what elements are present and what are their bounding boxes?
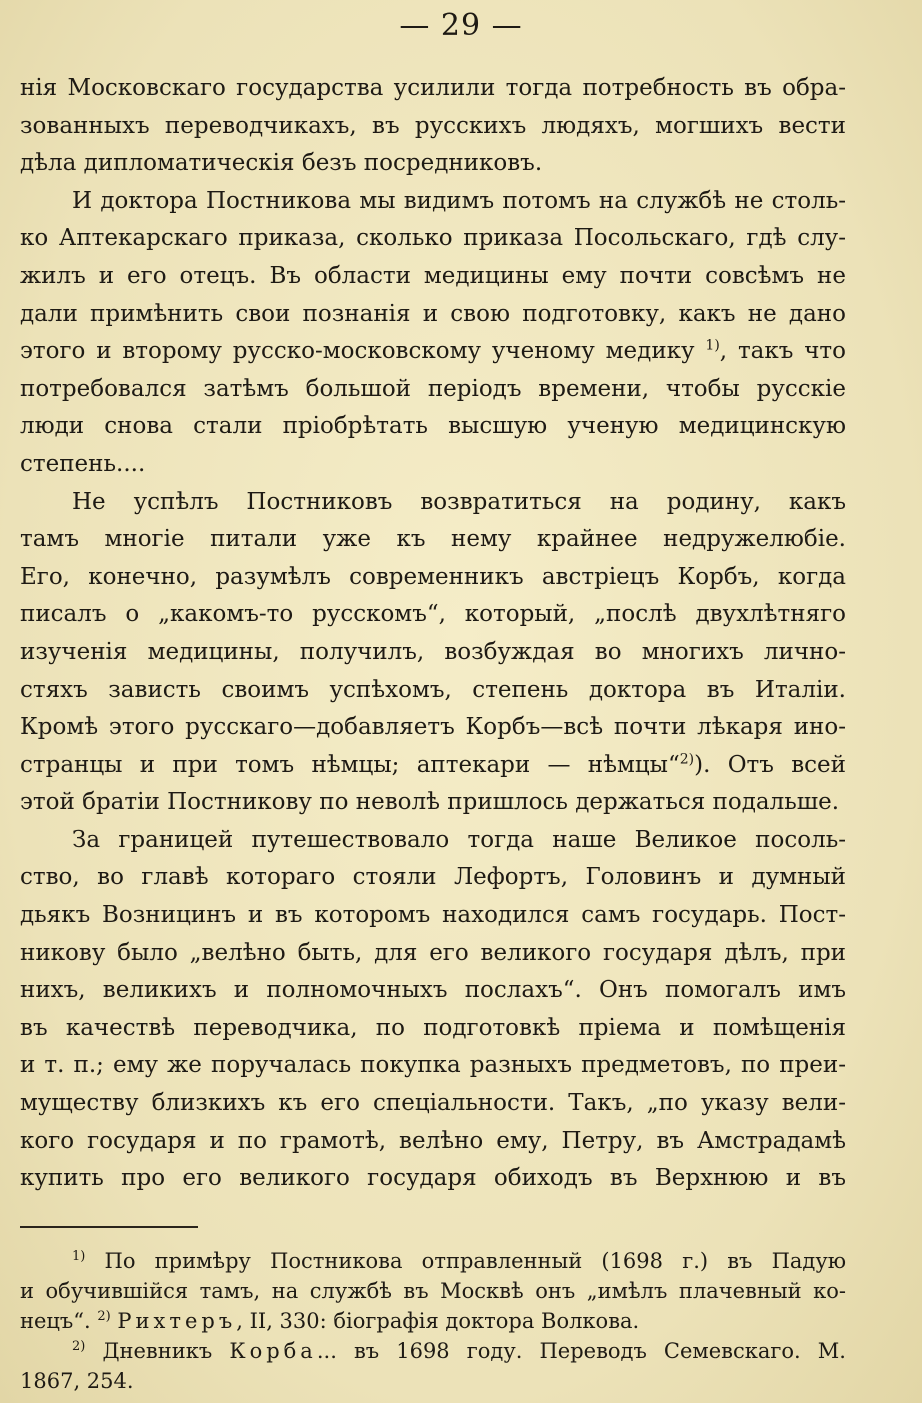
text-line: ко Аптекарскаго приказа, сколько приказа Посольскаго, гдѣ слу- xyxy=(20,225,846,252)
footnote-line: 1867, 254. xyxy=(20,1369,134,1393)
footnote-ref-2: 2) xyxy=(679,751,695,768)
text-line: въ качествѣ переводчика, по подготовкѣ пріема и помѣщенія xyxy=(20,1014,846,1041)
page-number: — 29 — xyxy=(399,8,523,43)
text-line: ство, во главѣ котораго стояли Лефортъ, Головинъ и думный xyxy=(20,864,846,891)
footnotes xyxy=(20,1246,846,1396)
footnote-author: Корба xyxy=(229,1339,317,1363)
footnote-text: ... въ 1698 году. Переводъ Семевскаго. М. xyxy=(316,1339,846,1363)
text-line: Кромѣ этого русскаго—добавляетъ Корбъ—всѣ почти лѣкаря ино- xyxy=(20,714,846,741)
text-line: И доктора Постникова мы видимъ потомъ на службѣ не столь- xyxy=(72,187,846,214)
text-line-part: странцы и при томъ нѣмцы; аптекари — нѣмцы“ xyxy=(20,751,680,778)
text-line: купить про его великого государя обиходъ въ Верхнюю и въ xyxy=(20,1165,846,1192)
text-line: дьякъ Возницинъ и въ которомъ находился самъ государь. Пост- xyxy=(20,902,846,929)
text-line: люди снова стали пріобрѣтать высшую ученую медицинскую xyxy=(20,413,846,440)
footnote-mark: 2) xyxy=(97,1309,111,1324)
footnote-text: По примѣру Постникова отправленный (1698 г.) въ Падую xyxy=(104,1249,846,1273)
footnote-line: и обучившійся тамъ, на службѣ въ Москвѣ онъ „имѣлъ плачевный ко- xyxy=(20,1279,846,1303)
text-line-part: этого и второму русско-московскому ученому медику xyxy=(20,338,695,365)
text-line-part: , такъ что xyxy=(719,338,846,365)
text-line: писалъ о „какомъ-то русскомъ“, который, „послѣ двухлѣтняго xyxy=(20,601,846,628)
text-line: Не успѣлъ Постниковъ возвратиться на родину, какъ xyxy=(72,488,846,515)
text-line: зованныхъ переводчикахъ, въ русскихъ людяхъ, могшихъ вести xyxy=(20,112,846,139)
text-line: жилъ и его отецъ. Въ области медицины ему почти совсѣмъ не xyxy=(20,262,846,289)
footnote-mark: 2) xyxy=(72,1339,86,1354)
footnote-text: , II, 330: біографія доктора Волкова. xyxy=(236,1309,640,1333)
text-line: дѣла дипломатическія безъ посредниковъ. xyxy=(20,150,543,177)
footnote-author: Рихтеръ xyxy=(117,1309,237,1333)
text-line: степень.... xyxy=(20,450,146,477)
text-line: Его, конечно, разумѣлъ современникъ австріецъ Корбъ, когда xyxy=(20,563,846,590)
main-text xyxy=(20,70,846,1198)
footnote-mark: 1) xyxy=(72,1249,86,1264)
text-line xyxy=(20,747,846,785)
text-line: этой братіи Постникову по неволѣ пришлось держаться подальше. xyxy=(20,789,840,816)
footnote-ref-1: 1) xyxy=(705,337,720,354)
text-line: изученія медицины, получилъ, возбуждая во многихъ лично- xyxy=(20,638,846,665)
footnote-divider xyxy=(20,1226,198,1228)
footnote-text: нецъ“. xyxy=(20,1309,91,1333)
text-line: стяхъ зависть своимъ успѣхомъ, степень доктора въ Италіи. xyxy=(20,676,846,703)
footnote-line xyxy=(20,1306,846,1336)
text-line-part: ). Отъ всей xyxy=(694,751,846,778)
text-line: и т. п.; ему же поручалась покупка разныхъ предметовъ, по преи- xyxy=(20,1052,846,1079)
text-line: За границей путешествовало тогда наше Великое посоль- xyxy=(72,826,846,853)
text-line: муществу близкихъ къ его спеціальности. Такъ, „по указу вели- xyxy=(20,1090,846,1117)
text-line: нія Московскаго государства усилили тогда потребность въ обра- xyxy=(20,75,846,101)
footnote-line xyxy=(20,1246,846,1276)
footnote-line xyxy=(20,1336,846,1366)
footnote-text: Дневникъ xyxy=(102,1339,230,1363)
text-line xyxy=(20,333,846,371)
text-line: потребовался затѣмъ большой періодъ времени, чтобы русскіе xyxy=(20,375,846,402)
text-line: нихъ, великихъ и полномочныхъ послахъ“. Онъ помогалъ имъ xyxy=(20,977,846,1004)
text-line: дали примѣнить свои познанія и свою подготовку, какъ не дано xyxy=(20,300,846,327)
text-line: тамъ многіе питали уже къ нему крайнее недружелюбіе. xyxy=(20,526,846,553)
text-line: кого государя и по грамотѣ, велѣно ему, Петру, въ Амстрадамѣ xyxy=(20,1127,846,1154)
text-line: никову было „велѣно быть, для его великого государя дѣлъ, при xyxy=(20,939,846,966)
